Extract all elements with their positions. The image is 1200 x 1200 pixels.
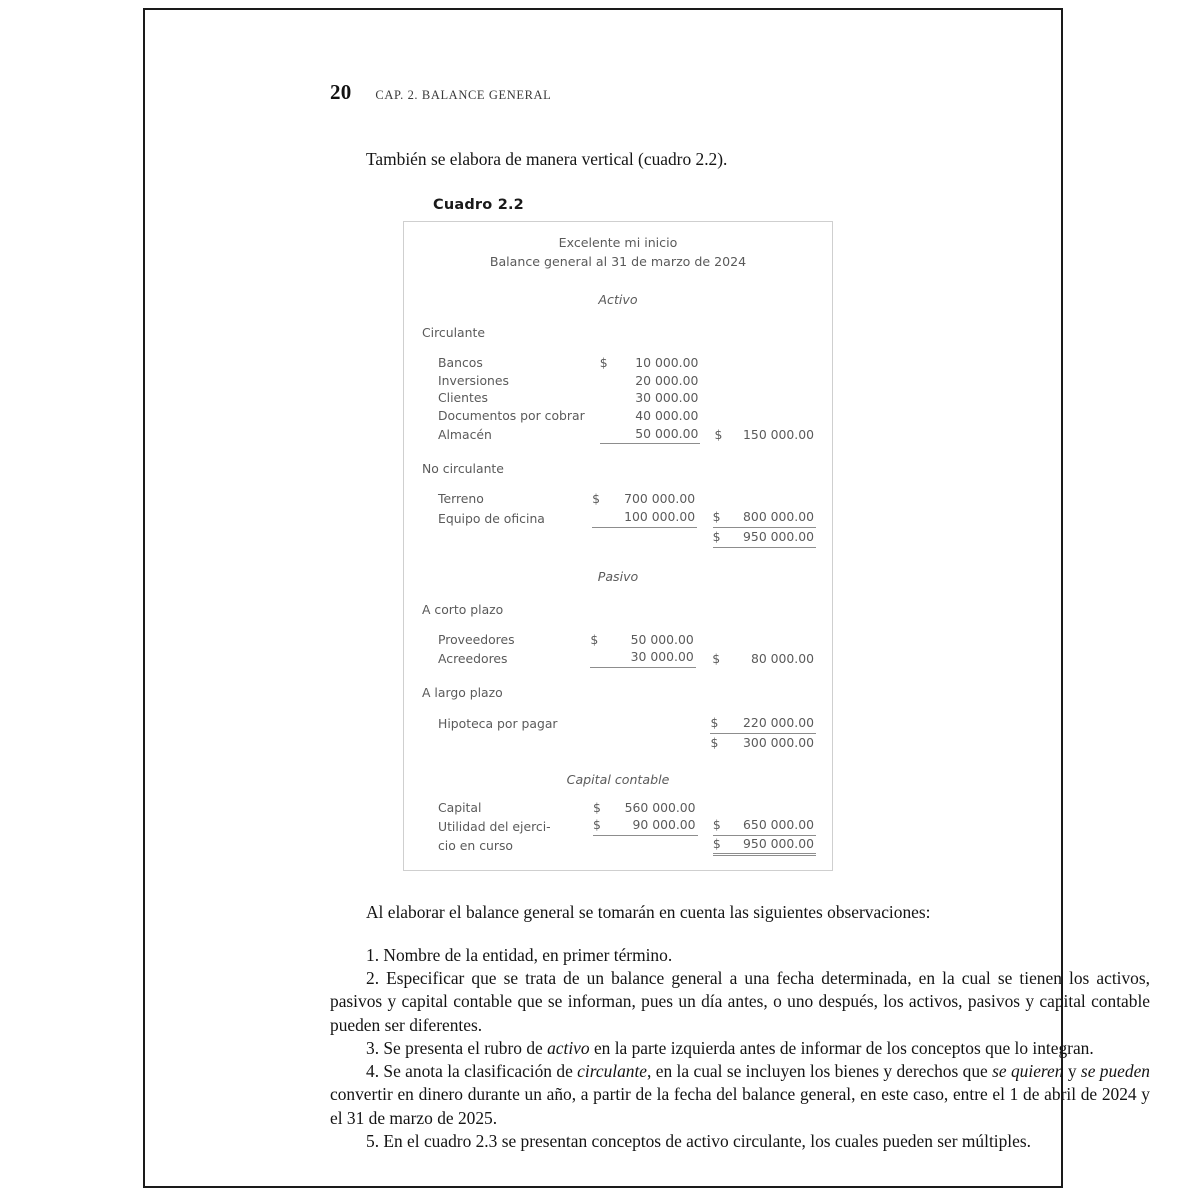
observation-item-5: 5. En el cuadro 2.3 se presentan conceptos de activo circulante, los cuales pueden ser múltiples. xyxy=(366,1131,1031,1152)
column-gap xyxy=(694,733,711,751)
row-amount-utilidad-del-ejercicio: 90 000.00 xyxy=(605,817,697,835)
table-capital-contable xyxy=(420,800,816,856)
currency-symbol: $ xyxy=(592,491,601,507)
table-row xyxy=(420,733,816,751)
column-gap xyxy=(696,631,713,649)
section-heading-pasivo: Pasivo xyxy=(597,568,639,584)
column-gap xyxy=(698,835,713,855)
row-amount-bancos: 10 000.00 xyxy=(635,354,699,370)
page-content-area xyxy=(330,80,1150,1153)
row-label-inversiones: Inversiones xyxy=(438,372,509,388)
lead-paragraph: También se elabora de manera vertical (cuadro 2.2). xyxy=(366,149,728,169)
row-label-hipoteca-por-pagar: Hipoteca por pagar xyxy=(438,716,558,732)
page-border-frame xyxy=(143,8,1151,1188)
currency-symbol-total xyxy=(714,407,725,425)
currency-symbol-no-circulante-total: $ xyxy=(713,508,724,527)
row-amount-inversiones: 20 000.00 xyxy=(635,372,699,388)
row-label-almacen: Almacén xyxy=(438,427,492,443)
table-row xyxy=(420,714,816,733)
table-row xyxy=(420,648,816,667)
table-row xyxy=(420,817,816,835)
total-activo: 950 000.00 xyxy=(724,527,816,547)
balance-sheet-box xyxy=(403,221,833,871)
row-label-acreedores: Acreedores xyxy=(438,650,508,666)
page-number: 20 xyxy=(330,80,352,104)
group-label-a-corto-plazo: A corto plazo xyxy=(422,601,504,617)
row-label-documentos-por-cobrar: Documentos por cobrar xyxy=(438,408,585,423)
currency-symbol: $ xyxy=(599,354,608,370)
column-gap xyxy=(694,714,711,733)
currency-symbol-corto-plazo-total: $ xyxy=(712,650,721,666)
observation-item-4 xyxy=(330,1060,1150,1130)
empty-amount-cell xyxy=(610,714,693,733)
currency-symbol-total xyxy=(713,490,724,508)
table-row xyxy=(420,631,816,649)
currency-symbol xyxy=(592,508,605,527)
obs3-text-b: en la parte izquierda antes de informar de los conceptos que lo integran. xyxy=(589,1037,1094,1058)
currency-symbol-pasivo-total: $ xyxy=(710,734,719,750)
statement-date-line: Balance general al 31 de marzo de 2024 xyxy=(489,253,747,269)
total-amount-cell xyxy=(725,389,816,407)
table-largo-plazo xyxy=(420,714,816,751)
observation-item-2: 2. Especificar que se trata de un balance general a una fecha determinada, en la cual se tienen los activos, pasivos y capital contable que se informan, pues un día antes, o uno después, los activos, pasivos y capital contable pueden ser diferentes. xyxy=(330,967,1150,1035)
table-row xyxy=(420,407,816,425)
row-label-empty xyxy=(420,733,599,751)
currency-symbol-activo-total: $ xyxy=(713,527,724,547)
table-row xyxy=(420,835,816,855)
row-label-utilidad-continuation: cio en curso xyxy=(438,838,513,854)
table-row xyxy=(420,354,816,372)
currency-symbol-circulante-total: $ xyxy=(714,427,723,443)
column-gap xyxy=(700,389,714,407)
table-row xyxy=(420,527,816,547)
row-amount-capital: 560 000.00 xyxy=(624,800,696,816)
total-circulante: 150 000.00 xyxy=(743,427,814,443)
running-head xyxy=(330,80,1150,110)
observation-item-1: 1. Nombre de la entidad, en primer término. xyxy=(366,944,673,965)
currency-symbol: $ xyxy=(592,800,601,816)
section-heading-capital-contable: Capital contable xyxy=(566,772,670,788)
group-label-no-circulante: No circulante xyxy=(422,461,504,477)
obs4-text-a: 4. Se anota la clasificación de xyxy=(366,1061,578,1082)
currency-symbol xyxy=(600,372,612,390)
obs3-emphasis-activo: activo xyxy=(547,1037,590,1058)
group-label-a-largo-plazo: A largo plazo xyxy=(422,684,503,700)
currency-symbol xyxy=(590,648,603,667)
total-amount-cell xyxy=(725,372,816,390)
row-label-utilidad-del-ejercicio: Utilidad del ejerci- xyxy=(438,818,551,834)
obs4-emphasis-circulante: circulante xyxy=(577,1061,648,1082)
observations-list xyxy=(330,944,1150,1154)
row-amount-clientes: 30 000.00 xyxy=(635,390,699,406)
table-no-circulante xyxy=(420,490,816,547)
total-amount-cell xyxy=(724,490,816,508)
total-pasivo: 300 000.00 xyxy=(743,734,814,750)
total-no-circulante: 800 000.00 xyxy=(724,508,816,527)
currency-symbol-total xyxy=(712,631,723,649)
row-amount-documentos-por-cobrar: 40 000.00 xyxy=(635,408,699,423)
empty-amount-cell xyxy=(610,733,693,751)
table-circulante xyxy=(420,354,816,445)
grand-total: 950 000.00 xyxy=(724,835,816,855)
currency-symbol-grand-total: $ xyxy=(713,835,724,855)
currency-symbol xyxy=(600,389,612,407)
row-amount-equipo-de-oficina: 100 000.00 xyxy=(605,508,697,527)
row-label-bancos: Bancos xyxy=(438,354,483,370)
cuadro-caption: Cuadro 2.2 xyxy=(433,197,524,214)
currency-symbol xyxy=(600,407,612,425)
row-amount-acreedores: 30 000.00 xyxy=(603,648,695,667)
column-gap xyxy=(700,425,714,444)
column-gap xyxy=(700,372,714,390)
table-row xyxy=(420,372,816,390)
currency-symbol-total xyxy=(714,354,725,372)
row-label-proveedores: Proveedores xyxy=(438,631,515,647)
currency-symbol-total xyxy=(713,800,724,817)
column-gap xyxy=(698,800,713,817)
currency-symbol: $ xyxy=(590,631,599,647)
column-gap xyxy=(697,490,712,508)
table-row xyxy=(420,389,816,407)
total-capital-contable: 650 000.00 xyxy=(724,817,816,835)
obs3-text-a: 3. Se presenta el rubro de xyxy=(366,1037,548,1058)
table-row xyxy=(420,490,816,508)
column-gap xyxy=(696,648,713,667)
entity-name: Excelente mi inicio xyxy=(558,235,678,251)
column-gap xyxy=(698,817,713,835)
obs4-text-c: y xyxy=(1063,1061,1081,1082)
currency-symbol: $ xyxy=(593,817,606,835)
currency-symbol xyxy=(599,733,611,751)
row-amount-terreno: 700 000.00 xyxy=(624,491,696,507)
observations-intro: Al elaborar el balance general se tomarán en cuenta las siguientes observaciones: xyxy=(366,902,931,923)
row-label-equipo-de-oficina: Equipo de oficina xyxy=(438,510,545,526)
obs4-text-d: convertir en dinero durante un año, a partir de la fecha del balance general, en este caso, entre el 1 de abril de 2024 y el 31 de marzo de 2025. xyxy=(330,1084,1150,1128)
chapter-title: CAP. 2. BALANCE GENERAL xyxy=(375,88,552,102)
currency-symbol xyxy=(592,527,605,547)
obs4-emphasis-se-pueden: se pueden xyxy=(1080,1061,1151,1082)
obs4-text-b: , en la cual se incluyen los bienes y derechos que xyxy=(647,1061,993,1082)
row-amount-proveedores: 50 000.00 xyxy=(630,631,694,647)
row-label-terreno: Terreno xyxy=(438,491,484,507)
row-label-capital: Capital xyxy=(438,800,482,816)
column-gap xyxy=(697,508,712,527)
column-gap xyxy=(700,407,714,425)
balance-sheet-title xyxy=(420,234,816,271)
row-label-empty xyxy=(420,527,592,547)
group-label-circulante: Circulante xyxy=(422,324,485,340)
obs4-emphasis-se-quieren: se quieren xyxy=(992,1061,1064,1082)
currency-symbol-total xyxy=(714,372,725,390)
row-amount-hipoteca-por-pagar: 220 000.00 xyxy=(722,714,816,733)
table-row xyxy=(420,508,816,527)
currency-symbol-hipoteca: $ xyxy=(710,714,721,733)
currency-symbol xyxy=(600,425,612,444)
row-amount-almacen: 50 000.00 xyxy=(612,425,700,444)
total-corto-plazo: 80 000.00 xyxy=(750,650,814,666)
column-gap xyxy=(697,527,712,547)
table-row xyxy=(420,425,816,444)
currency-symbol-total xyxy=(714,389,725,407)
empty-amount-cell xyxy=(605,835,697,855)
currency-symbol xyxy=(599,714,611,733)
currency-symbol-capital-total: $ xyxy=(713,817,724,835)
observation-item-3 xyxy=(330,1037,1150,1060)
total-amount-cell xyxy=(725,407,816,425)
total-amount-cell xyxy=(724,800,816,817)
total-amount-cell xyxy=(724,631,816,649)
table-corto-plazo xyxy=(420,631,816,668)
column-gap xyxy=(700,354,714,372)
row-label-clientes: Clientes xyxy=(438,390,488,406)
currency-symbol xyxy=(593,835,606,855)
empty-amount-cell xyxy=(605,527,697,547)
section-heading-activo: Activo xyxy=(598,291,638,307)
table-row xyxy=(420,800,816,817)
total-amount-cell xyxy=(725,354,816,372)
